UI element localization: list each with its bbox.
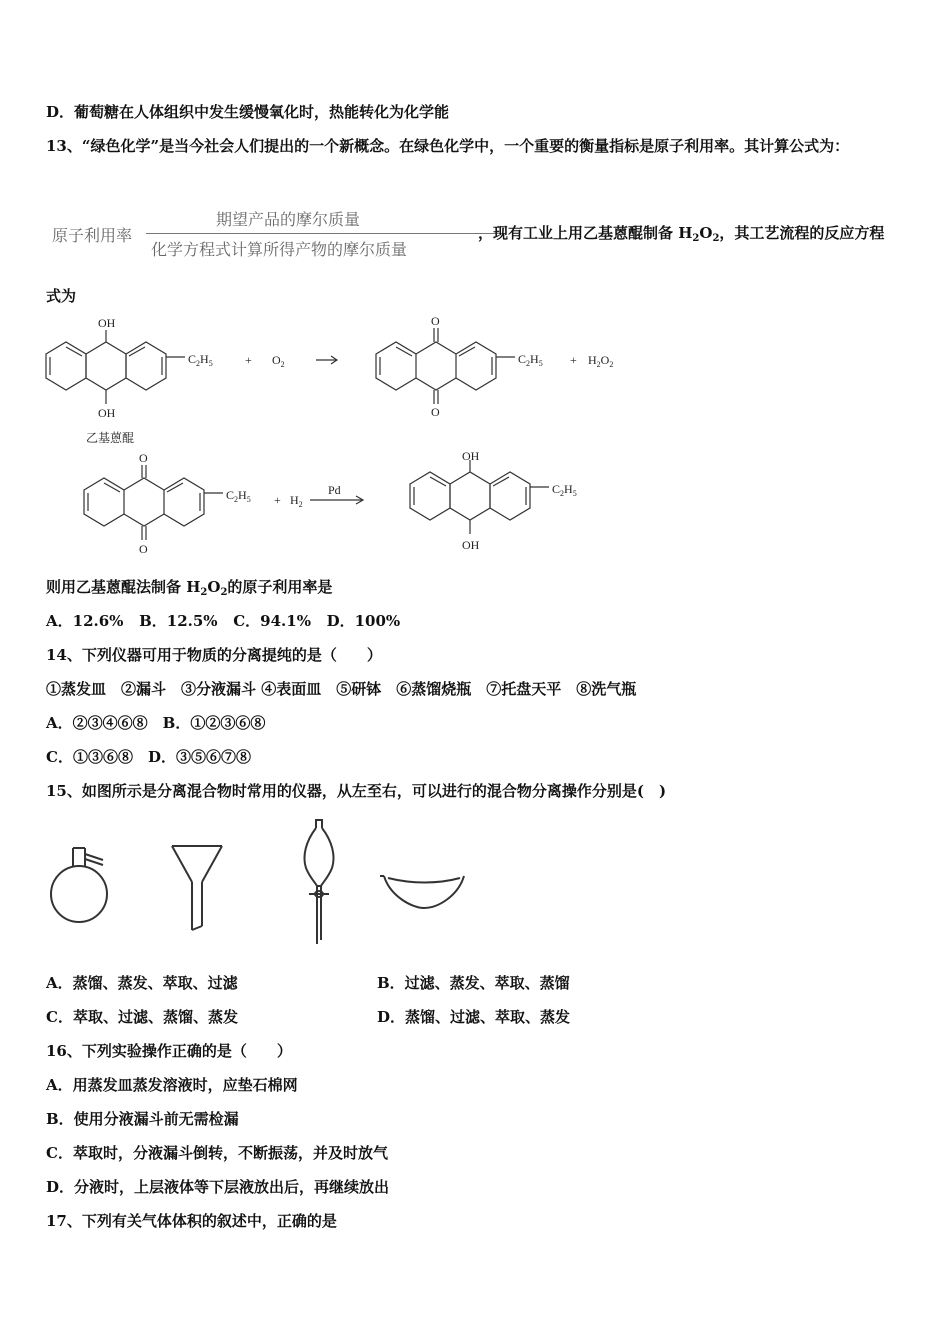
- q14-options-cd: C．①③⑥⑧ D．③⑤⑥⑦⑧: [46, 748, 251, 766]
- o-bottom-reactant: O: [139, 542, 148, 556]
- ethyl-label-3: $C_2H_5$: [226, 488, 251, 504]
- q17-stem: 17、下列有关气体体积的叙述中，正确的是: [46, 1212, 337, 1230]
- q16-option-b: B．使用分液漏斗前无需检漏: [46, 1110, 239, 1128]
- formula-denominator: 化学方程式计算所得产物的摩尔质量: [151, 240, 408, 259]
- plus-3: +: [274, 493, 281, 507]
- oh-top-1: OH: [98, 316, 116, 330]
- separatory-funnel-icon: [304, 820, 333, 944]
- evaporating-dish-icon: [380, 876, 464, 908]
- hydrogen-label: $H_2$: [290, 493, 303, 509]
- q14-options-ab: A．②③④⑥⑧ B．①②③⑥⑧: [46, 714, 266, 732]
- reaction-1-diagram: [40, 312, 640, 450]
- h2o2-label: $H_2O_2$: [588, 353, 614, 369]
- q16-stem: 16、下列实验操作正确的是（ ）: [46, 1042, 292, 1060]
- q15-option-d: D．蒸馏、过滤、萃取、蒸发: [377, 1008, 571, 1026]
- q13-intro: 13、“绿色化学”是当今社会人们提出的一个新概念。在绿色化学中，一个重要的衡量指标是原子利用率。其计算公式为：: [46, 137, 850, 155]
- q16-option-c: C．萃取时，分液漏斗倒转，不断振荡，并及时放气: [46, 1144, 388, 1162]
- ethyl-label-2: $C_2H_5$: [518, 352, 543, 368]
- oxygen-label: $O_2$: [272, 353, 285, 369]
- apparatus-figure: [40, 816, 480, 956]
- q14-items: ①蒸发皿 ②漏斗 ③分液漏斗 ④表面皿 ⑤研钵 ⑥蒸馏烧瓶 ⑦托盘天平 ⑧洗气瓶: [46, 680, 637, 698]
- q15-option-c: C．萃取、过滤、蒸馏、蒸发: [46, 1008, 238, 1026]
- q16-option-d: D．分液时，上层液体等下层液放出后，再继续放出: [46, 1178, 390, 1196]
- q13-options: A．12.6% B．12.5% C．94.1% D．100%: [46, 612, 401, 630]
- oh-top-2: OH: [462, 450, 480, 463]
- q15-option-a: A．蒸馏、蒸发、萃取、过滤: [46, 974, 238, 992]
- formula-numerator: 期望产品的摩尔质量: [216, 210, 361, 229]
- q13-after-formula-cont: 式为: [46, 287, 77, 305]
- o-top-reactant: O: [139, 451, 148, 465]
- pd-catalyst-label: Pd: [328, 483, 341, 497]
- q15-option-b: B．过滤、蒸发、萃取、蒸馏: [377, 974, 570, 992]
- funnel-icon: [172, 846, 222, 930]
- oh-bottom-1: OH: [98, 406, 116, 420]
- plus-2: +: [570, 353, 577, 367]
- atom-utilization-formula: [46, 205, 476, 261]
- q13-after-formula: ，现有工业上用乙基蒽醌制备 $H_2O_2$，其工艺流程的反应方程: [478, 224, 885, 244]
- q12-option-d: D．葡萄糖在人体组织中发生缓慢氧化时，热能转化为化学能: [46, 103, 450, 121]
- q13-question: 则用乙基蒽醌法制备 $H_2O_2$的原子利用率是: [46, 578, 333, 598]
- q15-stem: 15、如图所示是分离混合物时常用的仪器，从左至右，可以进行的混合物分离操作分别是( ): [46, 782, 667, 800]
- plus-1: +: [245, 353, 252, 367]
- q16-option-a: A．用蒸发皿蒸发溶液时，应垫石棉网: [46, 1076, 298, 1094]
- o-top-product: O: [431, 314, 440, 328]
- o-bottom-product: O: [431, 405, 440, 419]
- q14-stem: 14、下列仪器可用于物质的分离提纯的是（ ）: [46, 646, 382, 664]
- fraction-bar: [146, 233, 506, 234]
- oh-bottom-2: OH: [462, 538, 480, 552]
- distilling-flask-icon: [51, 848, 107, 922]
- ethyl-label-4: $C_2H_5$: [552, 482, 577, 498]
- reactant-name: 乙基蒽醌: [86, 431, 135, 445]
- reaction-2-diagram: [78, 450, 618, 562]
- ethyl-label-1: $C_2H_5$: [188, 352, 213, 368]
- formula-label: 原子利用率: [52, 226, 133, 245]
